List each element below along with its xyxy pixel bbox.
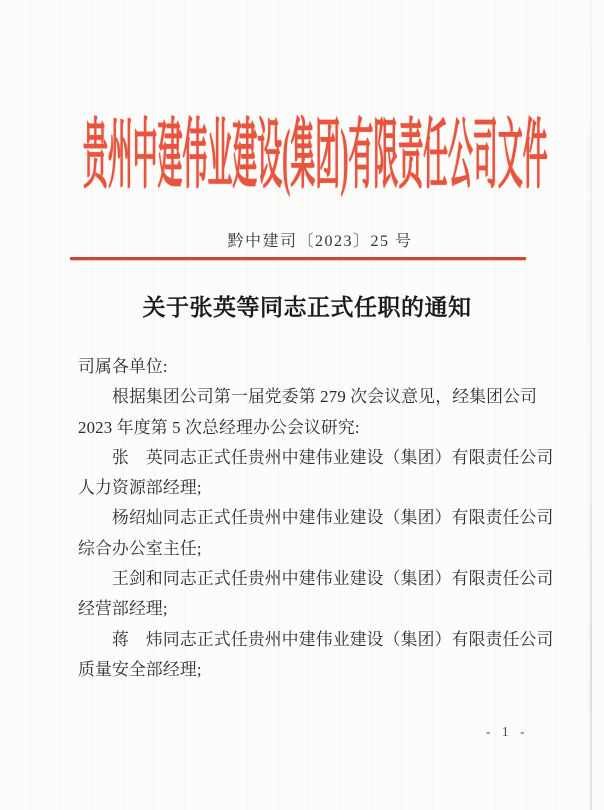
body-line: 人力资源部经理; (78, 478, 202, 498)
header-divider-rule (70, 257, 526, 260)
letterhead (83, 92, 563, 200)
document-body (78, 352, 558, 685)
body-line: 杨绍灿同志正式任贵州中建伟业建设（集团）有限责任公司 (78, 508, 554, 528)
document-title: 关于张英等同志正式任职的通知 (142, 295, 472, 320)
letterhead-org-title: 贵州中建伟业建设(集团)有限责任公司文件 (83, 114, 548, 200)
body-line: 蒋 炜同志正式任贵州中建伟业建设（集团）有限责任公司 (78, 629, 554, 649)
body-line: 经营部经理; (78, 599, 168, 619)
body-line: 2023 年度第 5 次总经理办公会议研究: (78, 417, 360, 437)
body-line: 根据集团公司第一届党委第 279 次会议意见，经集团公司 (78, 387, 538, 407)
body-line: 司属各单位: (78, 357, 168, 376)
document-number: 黔中建司〔2023〕25 号 (227, 233, 413, 250)
page-number: - 1 - (486, 724, 529, 739)
body-line: 综合办公室主任; (78, 538, 202, 558)
body-line: 王剑和同志正式任贵州中建伟业建设（集团）有限责任公司 (78, 569, 554, 589)
body-line: 质量安全部经理; (78, 659, 202, 679)
scan-edge-artifact (590, 0, 592, 810)
body-line: 张 英同志正式任贵州中建伟业建设（集团）有限责任公司 (78, 447, 554, 467)
